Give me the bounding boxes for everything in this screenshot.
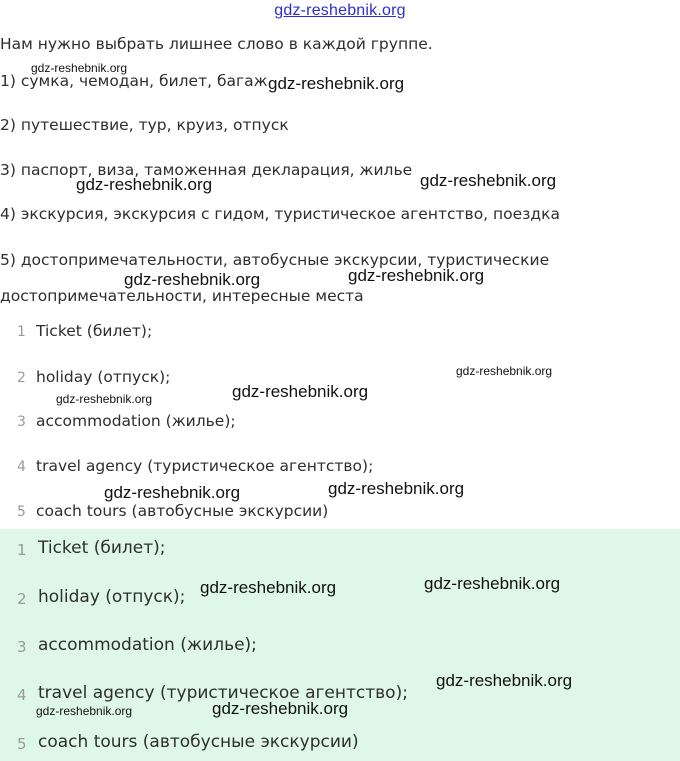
watermark: gdz-reshebnik.org — [436, 671, 573, 690]
watermark: gdz-reshebnik.org — [328, 479, 465, 498]
watermark: gdz-reshebnik.org — [348, 266, 485, 285]
intro-text: Нам нужно выбрать лишнее слово в каждой группе. — [0, 35, 433, 53]
watermark: gdz-reshebnik.org — [268, 74, 405, 93]
highlighted-answer-number: 1 — [17, 541, 27, 559]
highlighted-answer-item: travel agency (туристическое агентство); — [38, 683, 408, 703]
highlighted-answer-item: Ticket (билет); — [38, 538, 166, 558]
group-5-line-2: достопримечательности, интересные места — [0, 287, 364, 305]
answer-number: 5 — [17, 504, 26, 520]
group-2: 2) путешествие, тур, круиз, отпуск — [0, 116, 289, 134]
highlighted-answer-number: 5 — [17, 735, 27, 753]
highlighted-answer-number: 4 — [17, 686, 27, 704]
watermark: gdz-reshebnik.org — [76, 175, 213, 194]
answer-number: 2 — [17, 370, 26, 386]
watermark: gdz-reshebnik.org — [104, 483, 241, 502]
watermark: gdz-reshebnik.org — [36, 704, 133, 718]
watermark: gdz-reshebnik.org — [424, 574, 561, 593]
answer-item: holiday (отпуск); — [36, 368, 171, 386]
watermark: gdz-reshebnik.org — [420, 171, 557, 190]
watermark: gdz-reshebnik.org — [124, 270, 261, 289]
answer-item: Ticket (билет); — [36, 322, 153, 340]
answer-number: 4 — [17, 459, 26, 475]
group-5-line-1: 5) достопримечательности, автобусные экскурсии, туристические — [0, 251, 550, 269]
watermark: gdz-reshebnik.org — [456, 364, 553, 378]
highlighted-answer-number: 2 — [17, 590, 27, 608]
group-4: 4) экскурсия, экскурсия с гидом, туристическое агентство, поездка — [0, 205, 560, 223]
answer-number: 1 — [17, 324, 26, 340]
highlighted-answer-item: holiday (отпуск); — [38, 587, 186, 607]
group-1: 1) сумка, чемодан, билет, багаж — [0, 72, 268, 90]
header-watermark-link[interactable]: gdz-reshebnik.org — [274, 2, 406, 19]
answer-item: coach tours (автобусные экскурсии) — [36, 502, 329, 520]
highlighted-answer-item: accommodation (жилье); — [38, 635, 257, 655]
watermark: gdz-reshebnik.org — [212, 699, 349, 718]
group-3: 3) паспорт, виза, таможенная декларация, жилье — [0, 161, 413, 179]
watermark: gdz-reshebnik.org — [232, 382, 369, 401]
highlighted-answer-number: 3 — [17, 638, 27, 656]
answer-item: accommodation (жилье); — [36, 412, 236, 430]
answer-item: travel agency (туристическое агентство); — [36, 457, 374, 475]
watermark: gdz-reshebnik.org — [31, 61, 128, 75]
watermark: gdz-reshebnik.org — [56, 392, 153, 406]
answer-number: 3 — [17, 414, 26, 430]
highlighted-answer-item: coach tours (автобусные экскурсии) — [38, 732, 359, 752]
watermark: gdz-reshebnik.org — [200, 578, 337, 597]
